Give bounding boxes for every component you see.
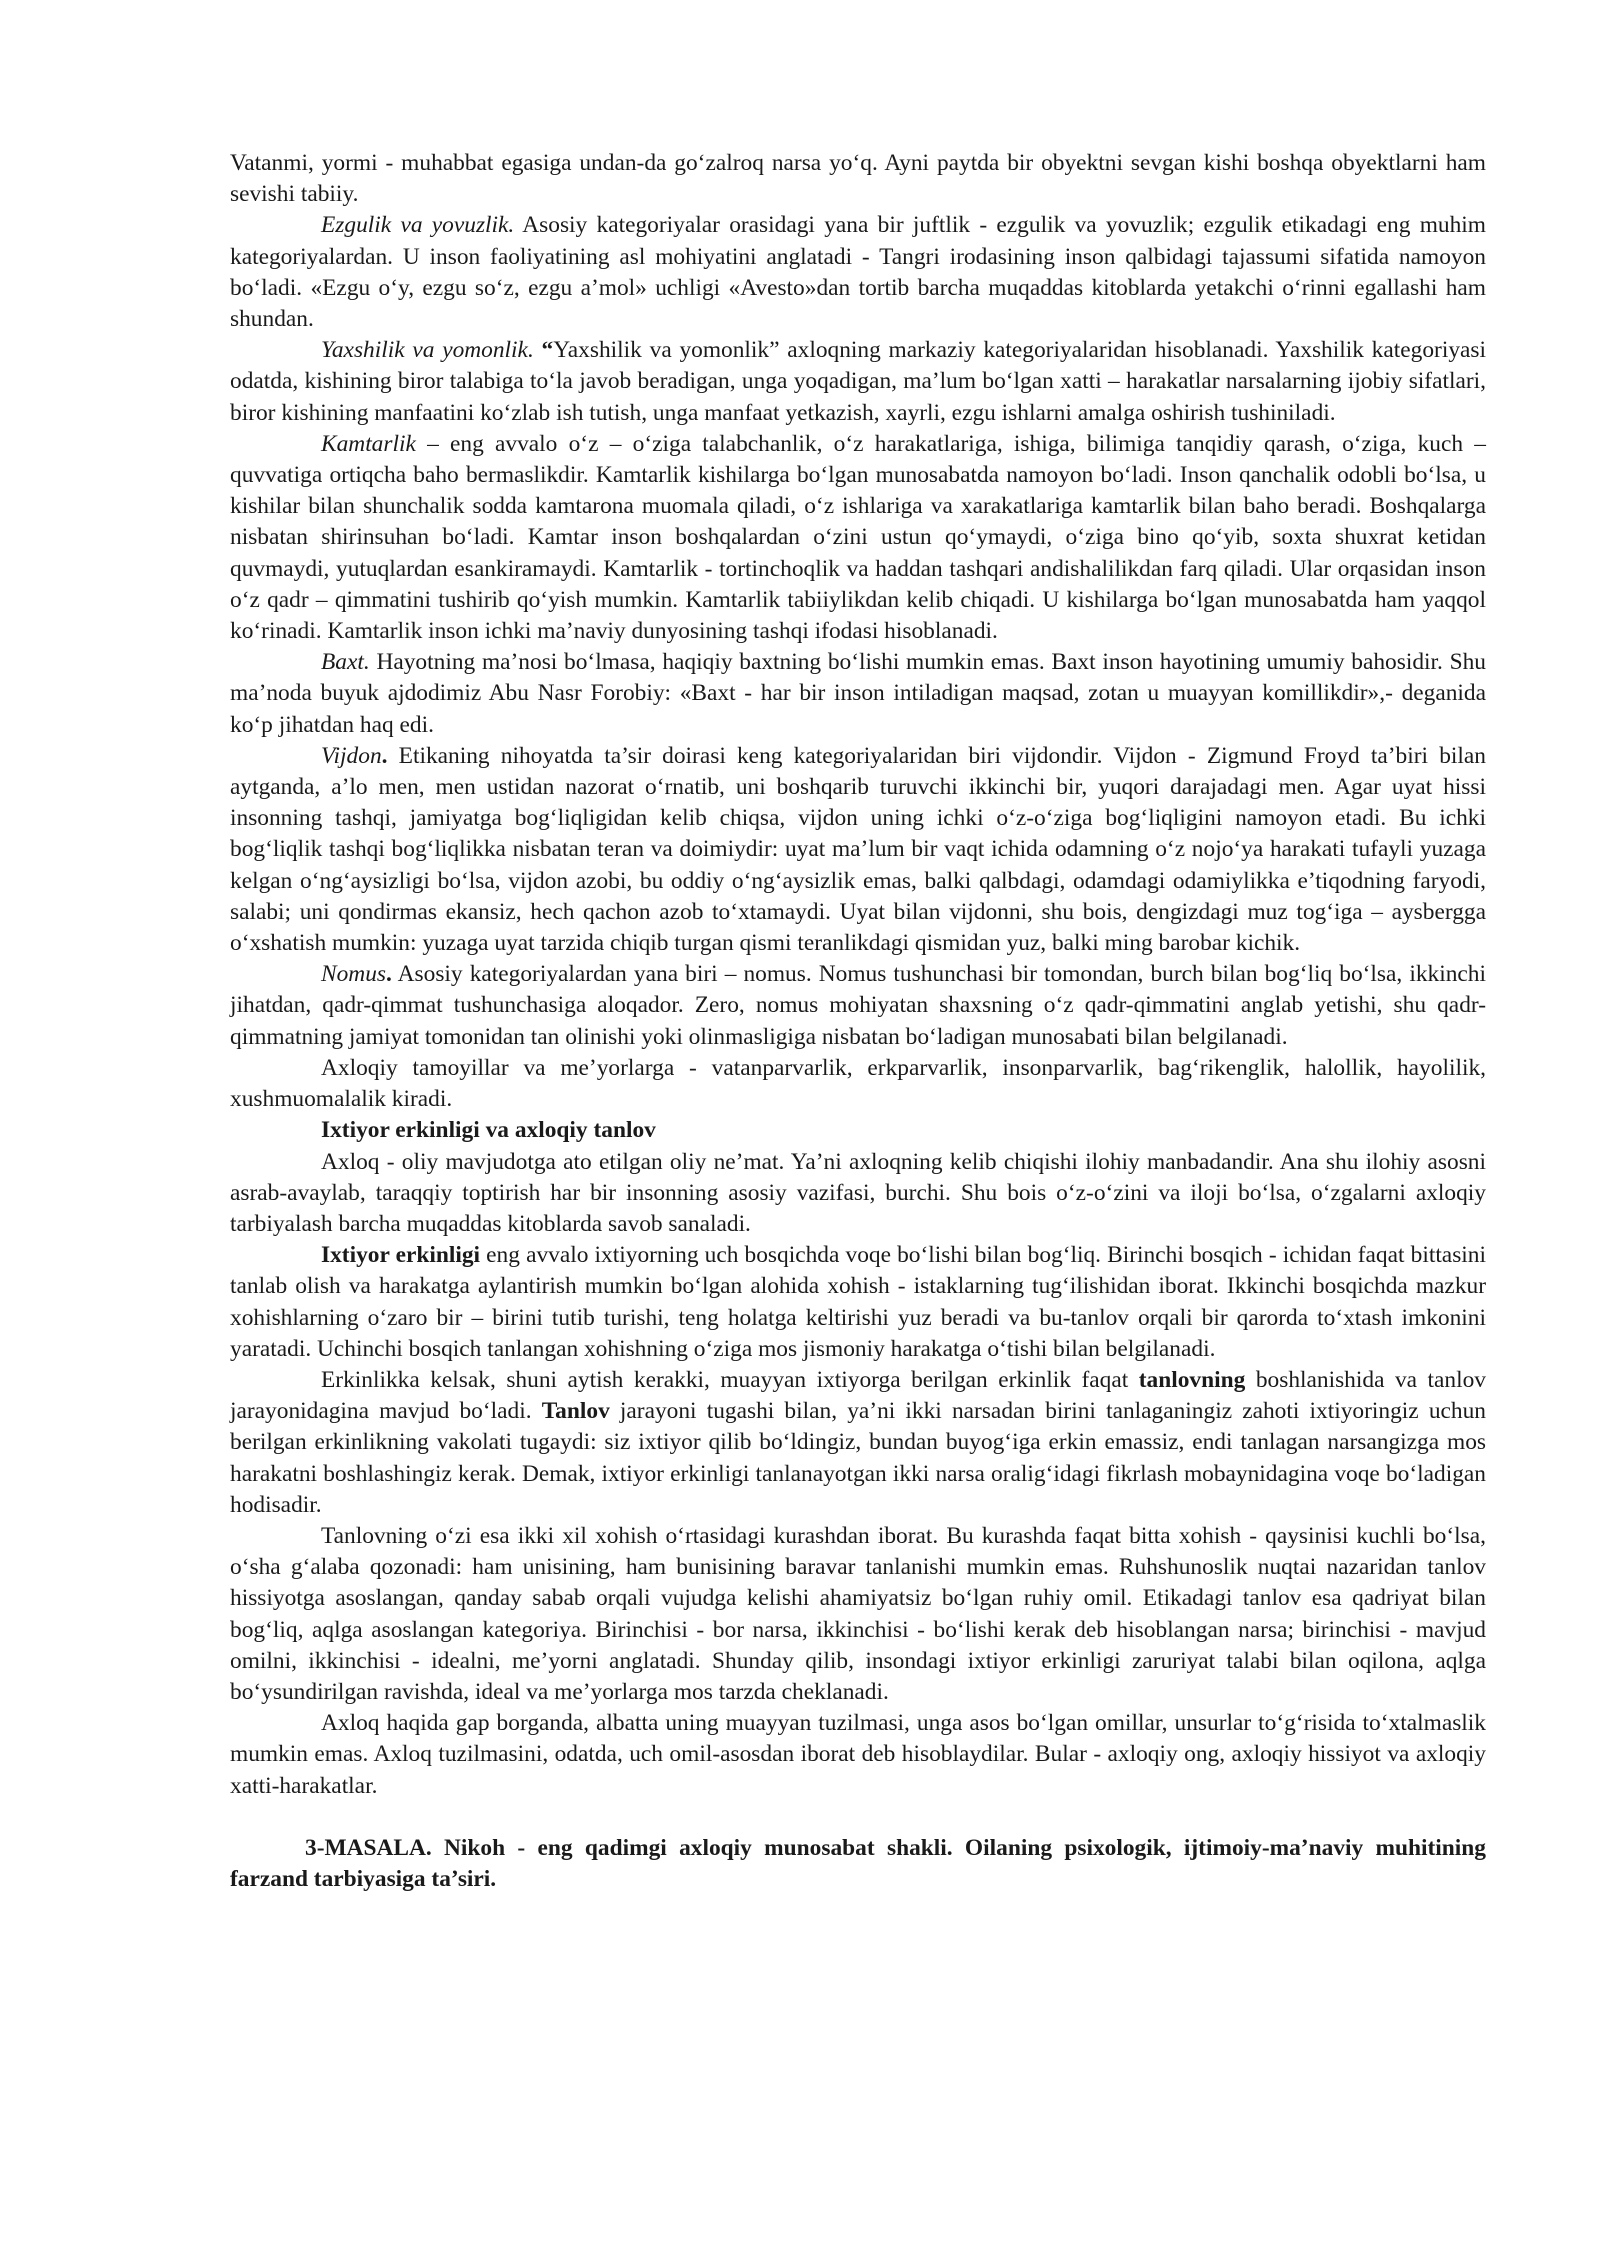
paragraph-vatan: Vatanmi, yormi - muhabbat egasiga undan-da go‘zalroq narsa yo‘q. Ayni paytda bir obyektni sevgan kishi boshqa obyektlarni ham sevishi tabiiy.	[230, 150, 1486, 208]
paragraph-text: Etikaning nihoyatda ta’sir doirasi keng kategoriyalaridan biri vijdondir. Vijdon - Zigmund Froyd ta’biri bilan aytganda, a’lo men, men ustidan nazorat o‘rnatib, uni boshqarib turuvchi ikkinchi bir, yuqori darajadagi men. Agar uyat hissi insonning tashqi, jamiyatga bog‘liqligidan kelib chiqsa, vijdon uning ichki o‘z-o‘ziga bog‘liqligini namoyon etadi. Bu ichki bog‘liqlik tashqi bog‘liqlikka nisbatan teran va doimiydir: uyat ma’lum bir vaqt ichida odamning o‘z nojo‘ya harakati tufayli yuzaga kelgan o‘ng‘aysizligi bo‘lsa, vijdon azobi, bu oddiy o‘ng‘aysizlik emas, balki qalbdagi, odamdagi odamiylikka e’tiqodning faryodi, salabi; uni qondirmas ekansiz, hech qachon azob to‘xtamaydi. Uyat bilan vijdonni, shu bois, dengizdagi muz tog‘iga – aysbergga o‘xshatish mumkin: yuzaga uyat tarzida chiqib turgan qismi teranlikdagi qismidan yuz, balki ming barobar kichik.	[230, 742, 1486, 957]
term-ezgulik: Ezgulik va yovuzlik.	[321, 212, 515, 239]
paragraph-tuzilma: Axloq haqida gap borganda, albatta uning muayyan tuzilmasi, unga asos bo‘lgan omillar, unsurlar to‘g‘risida to‘xtalmaslik mumkin emas. Axloq tuzilmasini, odatda, uch omil-asosdan iborat deb hisoblaydilar. Bular - axloqiy ong, axloqiy hissiyot va axloqiy xatti-harakatlar.	[230, 1710, 1486, 1799]
term-tanlovning: tanlovning	[1138, 1366, 1246, 1393]
paragraph-nomus	[230, 959, 1486, 1053]
term-ixtiyor-erkinligi: Ixtiyor erkinligi	[321, 1242, 481, 1269]
term-baxt: Baxt.	[321, 649, 370, 676]
term-vijdon: Vijdon	[321, 742, 382, 769]
paragraph-text: Asosiy kategoriyalar orasidagi yana bir juftlik - ezgulik va yovuzlik; ezgulik etikadagi eng muhim kategoriyalardan. U inson faoliyatining asl mohiyatini anglatadi - Tangri irodasining inson qalbidagi tajassumi sifatida namoyon bo‘ladi. «Ezgu o‘y, ezgu so‘z, ezgu a’mol» uchligi «Avesto»dan tortib barcha muqaddas kitoblarda yetakchi o‘rinni egallashi ham shundan.	[230, 212, 1486, 333]
paragraph-kamtarlik	[230, 429, 1486, 647]
paragraph-vijdon	[230, 741, 1486, 959]
paragraph-tanlov: Tanlovning o‘zi esa ikki xil xohish o‘rtasidagi kurashdan iborat. Bu kurashda faqat bitta xohish - qaysinisi kuchli bo‘lsa, o‘sha g‘alaba qozonadi: ham unisining, ham bunisining baravar tanlanishi mumkin emas. Ruhshunoslik nuqtai nazaridan tanlov hissiyotga asoslangan, qanday sabab orqali vujudga kelishi ahamiyatsiz bo‘lgan ruhiy omil. Etikadagi tanlov esa qadriyat bilan bog‘liq, aqlga asoslangan kategoriya. Birinchisi - bor narsa, ikkinchisi - bo‘lishi kerak deb hisoblangan narsa; birinchisi - mavjud omilni, ikkinchisi - idealni, me’yorni anglatadi. Shunday qilib, insondagi ixtiyor erkinligi zaruriyat talabi bilan oqilona, aqlga bo‘ysundirilgan ravishda, ideal va me’yorlarga mos tarzda cheklanadi.	[230, 1522, 1486, 1705]
spacer	[230, 1802, 1486, 1833]
paragraph-text: boshlanishida va tanlov jarayonidagina mavjud bo‘ladi.	[230, 1366, 1486, 1425]
paragraph-ezgulik	[230, 210, 1486, 335]
paragraph-text: Erkinlikka kelsak, shuni aytish kerakki, muayyan ixtiyorga berilgan erkinlik faqat	[321, 1366, 1139, 1393]
section-heading: Ixtiyor erkinligi va axloqiy tanlov	[321, 1117, 656, 1144]
term-dot: .	[386, 961, 392, 988]
paragraph-baxt	[230, 647, 1486, 741]
paragraph-text: jarayoni tugashi bilan, ya’ni ikki narsadan birini tanlaganingiz zahoti ixtiyoringiz uchun berilgan erkinlikning vakolati tugaydi: siz ixtiyor qilib bo‘ldingiz, bundan buyog‘iga erkin emassiz, endi tanlagan narsangizga mos harakatni boshlashingiz kerak. Demak, ixtiyor erkinligi tanlanayotgan ikki narsa oralig‘idagi fikrlash mobaynidagina voqe bo‘ladigan hodisadir.	[230, 1398, 1486, 1518]
quote-mark: “	[533, 337, 554, 364]
masala-heading: 3-MASALA. Nikoh - eng qadimgi axloqiy munosabat shakli. Oilaning psixologik, ijtimoiy-ma’naviy muhitining farzand tarbiyasiga ta’siri.	[230, 1834, 1486, 1892]
paragraph-axloq: Axloq - oliy mavjudotga ato etilgan oliy ne’mat. Ya’ni axloqning kelib chiqishi ilohiy manbadandir. Ana shu ilohiy asosni asrab-avaylab, taraqqiy toptirish har bir insonning asosiy vazifasi, burchi. Shu bois o‘z-o‘zini va iloji bo‘lsa, o‘zgalarni axloqiy tarbiyalash barcha muqaddas kitoblarda savob sanaladi.	[230, 1148, 1486, 1237]
paragraph-yaxshilik	[230, 335, 1486, 429]
paragraph-text: Hayotning ma’nosi bo‘lmasa, haqiqiy baxtning bo‘lishi mumkin emas. Baxt inson hayotining umumiy bahosidir. Shu ma’noda buyuk ajdodimiz Abu Nasr Forobiy: «Baxt - har bir inson intiladigan maqsad, zotan u muayyan komillikdir»,- deganida ko‘p jihatdan haq edi.	[230, 649, 1486, 738]
paragraph-text: – eng avvalo o‘z – o‘ziga talabchanlik, o‘z harakatlariga, ishiga, bilimiga tanqidiy qarash, o‘ziga, kuch – quvvatiga ortiqcha baho bermaslikdir. Kamtarlik kishilarga bo‘lgan munosabatda namoyon bo‘ladi. Inson qanchalik odobli bo‘lsa, u kishilar bilan shunchalik sodda kamtarona muomala qiladi, o‘z ishlariga va xarakatlariga kamtarlik bilan baho beradi. Boshqalarga nisbatan shirinsuhan bo‘ladi. Kamtar inson boshqalardan o‘zini ustun qo‘ymaydi, o‘ziga bino qo‘yib, soxta shuxrat ketidan quvmaydi, yutuqlardan esankiramaydi. Kamtarlik - tortinchoqlik va haddan tashqari andishalilikdan farq qiladi. Ular orqasidan inson o‘z qadr – qimmatini tushirib qo‘yish mumkin. Kamtarlik tabiiylikdan kelib chiqadi. U kishilarga bo‘lgan munosabatda ham yaqqol ko‘rinadi. Kamtarlik inson ichki ma’naviy dunyosining tashqi ifodasi hisoblanadi.	[230, 430, 1486, 645]
paragraph-tamoyillar: Axloqiy tamoyillar va me’yorlarga - vatanparvarlik, erkparvarlik, insonparvarlik, bag‘rikenglik, halollik, hayolilik, xushmuomalalik kiradi.	[230, 1054, 1486, 1113]
term-kamtarlik: Kamtarlik	[321, 430, 416, 457]
paragraph-text: Asosiy kategoriyalardan yana biri – nomus. Nomus tushunchasi bir tomondan, burch bilan bog‘liq bo‘lsa, ikkinchi jihatdan, qadr-qimmat tushunchasiga aloqador. Zero, nomus mohiyatan shaxsning o‘z qadr-qimmatini anglab yetishi, shu qadr-qimmatning jamiyat tomonidan tan olinishi yoki olinmasligiga nisbatan bo‘ladigan munosabati bilan belgilanadi.	[230, 961, 1486, 1050]
term-nomus: Nomus	[321, 961, 386, 988]
paragraph-text: eng avvalo ixtiyorning uch bosqichda voqe bo‘lishi bilan bog‘liq. Birinchi bosqich - ichidan faqat bittasini tanlab olish va harakatga aylantirish mumkin bo‘lgan alohida xohish - istaklarning tug‘ilishidan iborat. Ikkinchi bosqichda mazkur xohishlarning o‘zaro bir – birini tutib turishi, teng holatga keltirishi yuz beradi va bu-tanlov orqali bir qarorda to‘xtash imkonini yaratadi. Uchinchi bosqich tanlangan xohishning o‘ziga mos jismoniy harakatga o‘tishi bilan belgilanadi.	[230, 1242, 1486, 1362]
paragraph-erkinlik	[230, 1365, 1486, 1521]
term-dot: .	[381, 742, 388, 769]
paragraph-text: Yaxshilik va yomonlik” axloqning markaziy kategoriyalaridan hisoblanadi. Yaxshilik kategoriyasi odatda, kishining biror talabiga to‘la javob beradigan, unga yoqadigan, ma’lum bo‘lgan xatti – harakatlar narsalarning ijobiy sifatlari, biror kishining manfaatini ko‘zlab ish tutish, unga manfaat yetkazish, xayrli, ezgu ishlarni amalga oshirish tushiniladi.	[230, 337, 1486, 426]
document-page	[230, 148, 1486, 1895]
term-tanlov: Tanlov	[541, 1398, 610, 1425]
term-yaxshilik: Yaxshilik va yomonlik.	[321, 337, 534, 364]
paragraph-ixtiyor	[230, 1240, 1486, 1365]
